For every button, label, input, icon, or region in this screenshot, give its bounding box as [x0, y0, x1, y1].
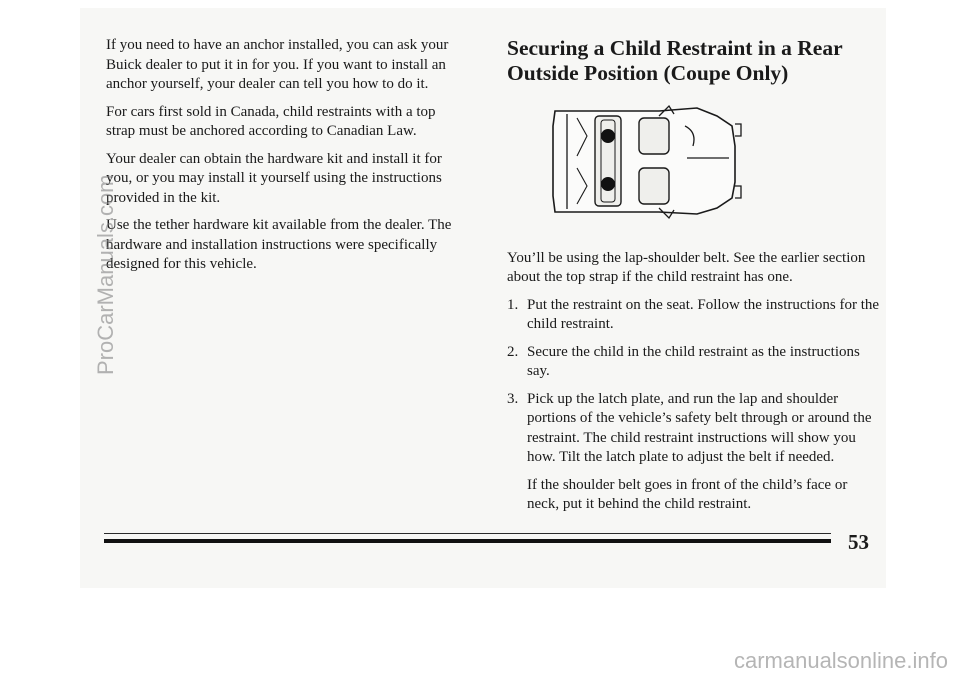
shoulder-belt-note: If the shoulder belt goes in front of the child’s face or neck, put it behind the child restraint.: [527, 476, 848, 512]
car-seat-diagram: [547, 96, 757, 226]
steps-list: [507, 296, 882, 468]
step-number: 2.: [507, 343, 519, 360]
intro-paragraph: You’ll be using the lap-shoulder belt. See the earlier section about the top strap if the child restraint has one.: [507, 249, 866, 285]
right-column: [507, 36, 882, 515]
left-column: [106, 36, 468, 283]
step-number: 1.: [507, 296, 519, 313]
bottom-watermark: carmanualsonline.info: [733, 648, 948, 673]
paragraph-anchor-install: If you need to have an anchor installed, you can ask your Buick dealer to put it in for you. If you want to install an anchor yourself, your dealer can tell you how to do it.: [106, 37, 449, 92]
step-text: Put the restraint on the seat. Follow the instructions for the child restraint.: [527, 296, 880, 332]
list-item: [507, 296, 882, 335]
step-text: Secure the child in the child restraint as the instructions say.: [527, 343, 860, 379]
paragraph-dealer-kit: Your dealer can obtain the hardware kit and install it for you, or you may install it yourself using the instructions provided in the kit.: [106, 150, 442, 206]
step-text: Pick up the latch plate, and run the lap and shoulder portions of the vehicle’s safety belt through or around the restraint. The child restraint instructions will show you how. Tilt the latch plate to adjust the belt if needed.: [527, 390, 872, 465]
page-number: 53: [848, 530, 869, 554]
side-watermark-text: ProCarManuals.com: [93, 174, 118, 375]
section-heading: Securing a Child Restraint in a Rear Outside Position (Coupe Only): [507, 36, 843, 85]
list-item: [507, 343, 882, 382]
step-number: 3.: [507, 390, 519, 407]
footer-rule-thick: [104, 539, 831, 543]
list-item: [507, 390, 882, 468]
paragraph-canada: For cars first sold in Canada, child restraints with a top strap must be anchored according to Canadian Law.: [106, 103, 436, 139]
paragraph-tether-hardware: Use the tether hardware kit available from the dealer. The hardware and installation instructions were specifically designed for this vehicle.: [106, 217, 452, 272]
footer-rule-thin: [104, 533, 831, 534]
